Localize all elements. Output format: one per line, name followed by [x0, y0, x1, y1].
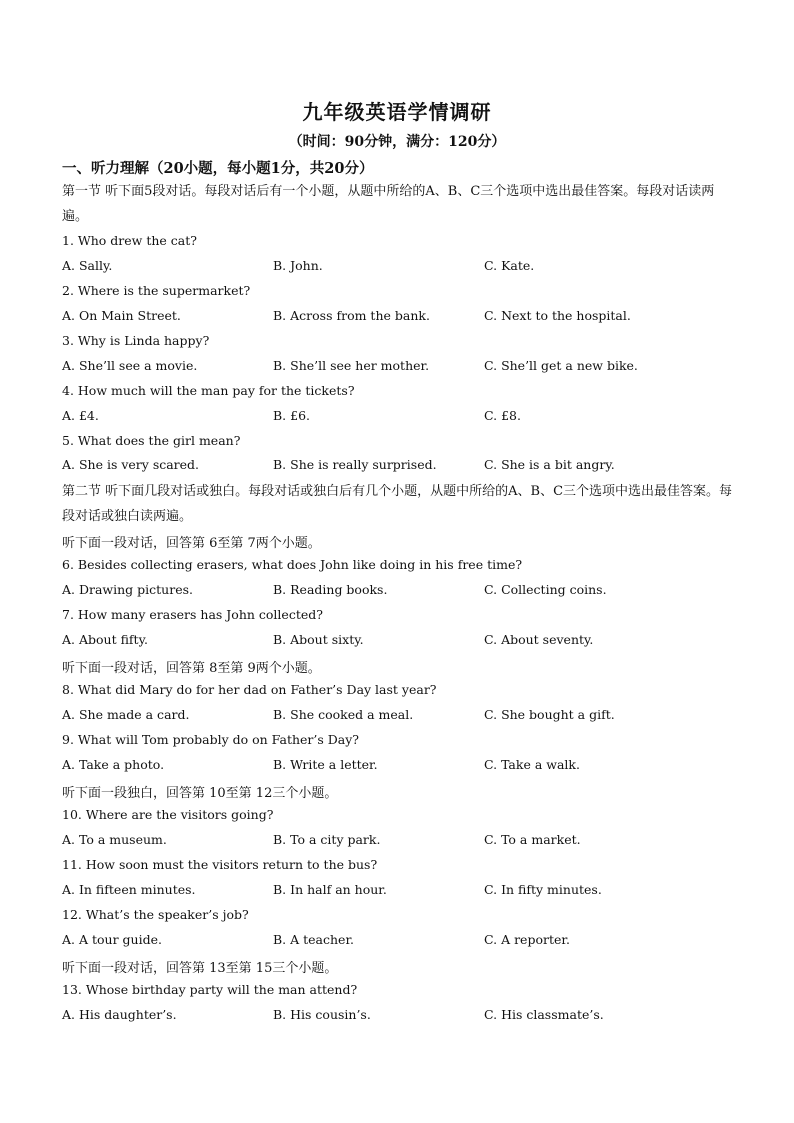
- option-a: A. She is very scared.: [62, 457, 200, 472]
- option-c: C. Next to the hospital.: [484, 308, 631, 323]
- option-c: C. Kate.: [484, 258, 535, 273]
- question-3: 3. Why is Linda happy?: [62, 333, 210, 348]
- question-10: 10. Where are the visitors going?: [62, 807, 274, 822]
- option-c: C. Take a walk.: [484, 757, 580, 772]
- option-a: A. A tour guide.: [62, 932, 162, 947]
- option-c: C. She’ll get a new bike.: [484, 358, 638, 373]
- option-a: A. In fifteen minutes.: [62, 882, 196, 897]
- option-c: C. To a market.: [484, 832, 581, 847]
- option-c: C. £8.: [484, 408, 521, 423]
- section-heading: 一、听力理解（20小题，每小题1分，共20分）: [62, 160, 374, 177]
- option-b: B. £6.: [273, 408, 311, 423]
- option-c: C. In fifty minutes.: [484, 882, 602, 897]
- option-b: B. She’ll see her mother.: [273, 358, 430, 373]
- option-b: B. She cooked a meal.: [273, 707, 414, 722]
- dialogue-instruction: 听下面一段对话，回答第 6至第 7两个小题。: [62, 536, 321, 551]
- question-1: 1. Who drew the cat?: [62, 233, 197, 248]
- question-12: 12. What’s the speaker’s job?: [62, 907, 249, 922]
- monologue-instruction: 听下面一段独白，回答第 10至第 12三个小题。: [62, 786, 338, 801]
- option-b: B. His cousin’s.: [273, 1007, 371, 1022]
- option-a: A. On Main Street.: [62, 308, 181, 323]
- option-a: A. She made a card.: [62, 707, 190, 722]
- option-c: C. She is a bit angry.: [484, 457, 615, 472]
- question-9: 9. What will Tom probably do on Father’s Day?: [62, 732, 359, 747]
- exam-info: （时间：90分钟，满分：120分）: [288, 134, 506, 150]
- option-b: B. In half an hour.: [273, 882, 387, 897]
- part1-instructions: 第一节 听下面5段对话。每段对话后有一个小题，从题中所给的A、B、C三个选项中选出最佳答案。每段对话读两遍。: [62, 184, 715, 224]
- option-c: C. His classmate’s.: [484, 1007, 604, 1022]
- option-c: C. A reporter.: [484, 932, 570, 947]
- option-a: A. She’ll see a movie.: [62, 358, 198, 373]
- option-b: B. About sixty.: [273, 632, 364, 647]
- option-a: A. £4.: [62, 408, 99, 423]
- option-c: C. About seventy.: [484, 632, 594, 647]
- option-c: C. Collecting coins.: [484, 582, 607, 597]
- question-11: 11. How soon must the visitors return to the bus?: [62, 857, 378, 872]
- option-b: B. Reading books.: [273, 582, 388, 597]
- option-b: B. Write a letter.: [273, 757, 378, 772]
- option-c: C. She bought a gift.: [484, 707, 615, 722]
- page-title: 九年级英语学情调研: [302, 100, 492, 124]
- dialogue-instruction: 听下面一段对话，回答第 13至第 15三个小题。: [62, 961, 338, 976]
- part2-instructions: 第二节 听下面几段对话或独白。每段对话或独白后有几个小题，从题中所给的A、B、C三个选项中选出最佳答案。每段对话或独白读两遍。: [62, 484, 733, 524]
- option-a: A. His daughter’s.: [62, 1007, 177, 1022]
- dialogue-instruction: 听下面一段对话，回答第 8至第 9两个小题。: [62, 661, 321, 676]
- question-4: 4. How much will the man pay for the tickets?: [62, 383, 355, 398]
- question-5: 5. What does the girl mean?: [62, 433, 241, 448]
- question-7: 7. How many erasers has John collected?: [62, 607, 323, 622]
- option-a: A. Drawing pictures.: [62, 582, 193, 597]
- question-6: 6. Besides collecting erasers, what does John like doing in his free time?: [62, 557, 523, 572]
- option-b: B. A teacher.: [273, 932, 355, 947]
- question-8: 8. What did Mary do for her dad on Father’s Day last year?: [62, 682, 437, 697]
- option-a: A. Take a photo.: [62, 757, 165, 772]
- option-a: A. To a museum.: [62, 832, 167, 847]
- option-b: B. Across from the bank.: [273, 308, 430, 323]
- question-2: 2. Where is the supermarket?: [62, 283, 251, 298]
- option-b: B. John.: [273, 258, 323, 273]
- option-a: A. Sally.: [62, 258, 113, 273]
- option-b: B. To a city park.: [273, 832, 381, 847]
- question-13: 13. Whose birthday party will the man attend?: [62, 982, 358, 997]
- option-a: A. About fifty.: [62, 632, 148, 647]
- option-b: B. She is really surprised.: [273, 457, 437, 472]
